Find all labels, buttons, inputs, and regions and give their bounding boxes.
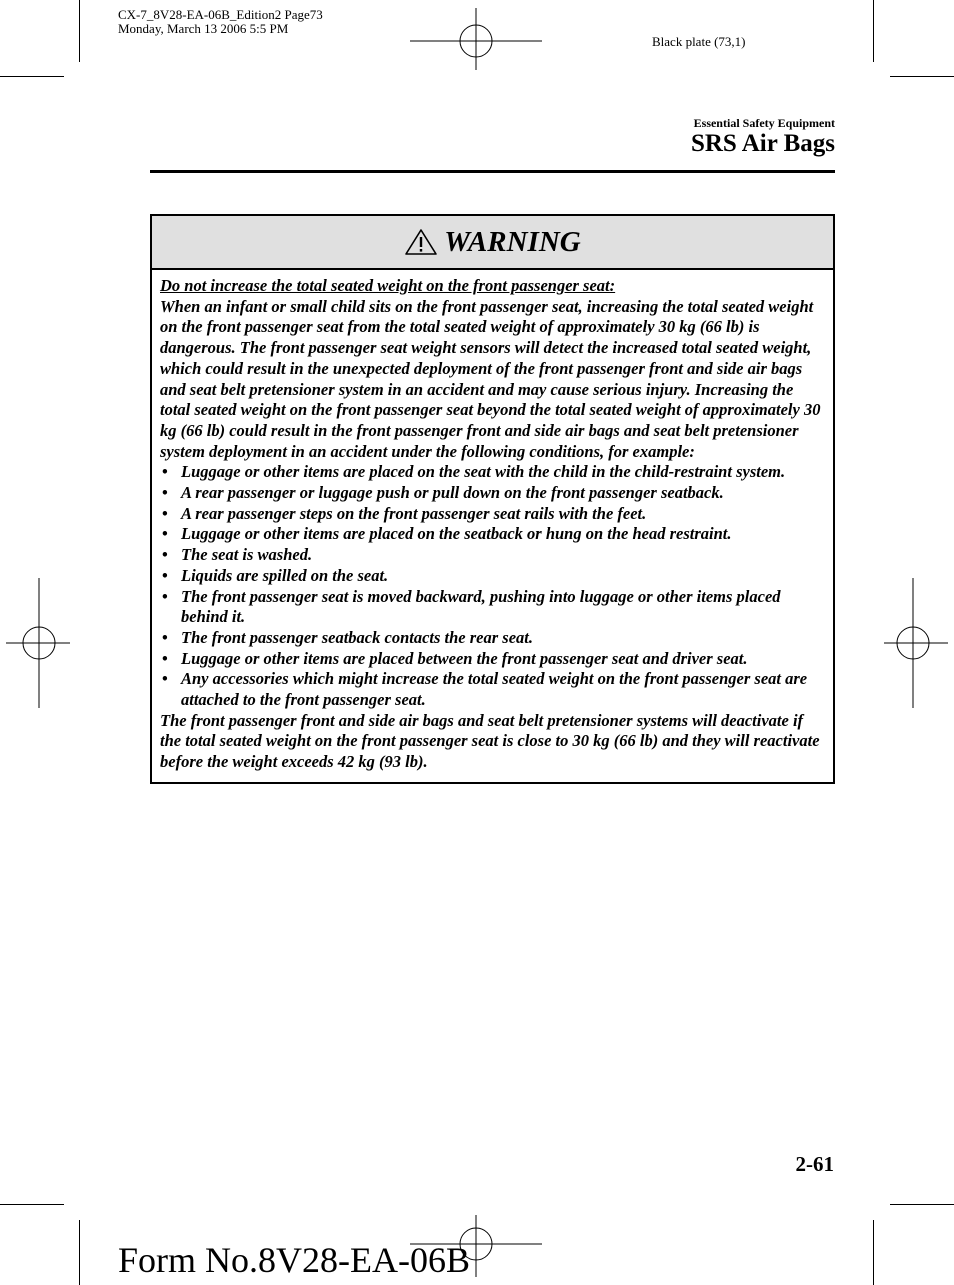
crop-mark xyxy=(0,1204,64,1205)
bullet-icon: • xyxy=(162,669,168,689)
bullet-icon: • xyxy=(162,462,168,482)
bullet-icon: • xyxy=(162,503,168,523)
list-item-text: The seat is washed. xyxy=(181,545,313,565)
list-item xyxy=(160,545,825,566)
bullet-icon: • xyxy=(162,524,168,544)
list-item-text: The front passenger seatback contacts the rear seat. xyxy=(181,627,533,647)
plate-label: Black plate (73,1) xyxy=(652,34,746,49)
bullet-icon: • xyxy=(162,627,168,647)
bullet-icon: • xyxy=(162,545,168,565)
warning-title: WARNING xyxy=(444,225,581,258)
print-info xyxy=(118,8,323,36)
bullet-icon: • xyxy=(162,648,168,668)
list-item xyxy=(160,504,825,525)
bullet-icon: • xyxy=(162,565,168,585)
list-item xyxy=(160,462,825,483)
crop-mark xyxy=(873,1220,874,1285)
warning-lead: Do not increase the total seated weight on the front passenger seat: xyxy=(160,276,616,295)
page-title: SRS Air Bags xyxy=(690,130,835,157)
title-rule xyxy=(150,170,835,173)
registration-mark-icon xyxy=(410,8,542,70)
list-item-text: A rear passenger or luggage push or pull down on the front passenger seatback. xyxy=(181,483,724,503)
page-number: 2-61 xyxy=(795,1152,834,1176)
list-item-text: Luggage or other items are placed between the front passenger seat and driver seat. xyxy=(181,648,748,668)
list-item xyxy=(160,628,825,649)
warning-triangle-icon xyxy=(404,228,438,256)
warning-intro: When an infant or small child sits on the front passenger seat, increasing the total seated weight on the front passenger seat from the total seated weight of approximately 30 kg (66 lb) is dangerous. The front passenger seat weight sensors will detect the increased total seated weight, which could result in the unexpected deployment of the front passenger front and side air bags and seat belt pretensioner system in an accident and may cause serious injury. Increasing the total seated weight on the front passenger seat beyond the total seated weight of approximately 30 kg (66 lb) could result in the front passenger front and side air bags and seat belt pretensioner system deployment in an accident under the following conditions, for example: xyxy=(160,296,821,461)
list-item-text: Luggage or other items are placed on the seatback or hung on the head restraint. xyxy=(181,524,732,544)
list-item xyxy=(160,524,825,545)
crop-mark xyxy=(890,1204,954,1205)
list-item-text: A rear passenger steps on the front passenger seat rails with the feet. xyxy=(181,503,647,523)
form-number: Form No.8V28-EA-06B xyxy=(118,1240,470,1280)
crop-mark xyxy=(890,76,954,77)
warning-closing: The front passenger front and side air bags and seat belt pretensioner systems will deactivate if the total seated weight on the front passenger seat is close to 30 kg (66 lb) and they will reactivate before the weight exceeds 42 kg (93 lb). xyxy=(160,710,820,772)
print-info-date: Monday, March 13 2006 5:5 PM xyxy=(118,21,289,36)
crop-mark xyxy=(873,0,874,62)
bullet-icon: • xyxy=(162,483,168,503)
bullet-icon: • xyxy=(162,586,168,606)
list-item xyxy=(160,566,825,587)
warning-conditions-list xyxy=(160,462,825,710)
crop-mark xyxy=(79,0,80,62)
warning-box xyxy=(150,214,835,784)
list-item-text: Luggage or other items are placed on the seat with the child in the child-restraint system. xyxy=(181,462,786,482)
list-item xyxy=(160,669,825,710)
section-label: Essential Safety Equipment xyxy=(693,116,835,130)
list-item-text: The front passenger seat is moved backward, pushing into luggage or other items placed behind it. xyxy=(181,586,781,627)
list-item-text: Any accessories which might increase the total seated weight on the front passenger seat are attached to the front passenger seat. xyxy=(181,669,808,710)
list-item xyxy=(160,483,825,504)
registration-mark-icon xyxy=(884,578,948,708)
warning-header xyxy=(152,216,833,270)
list-item xyxy=(160,649,825,670)
list-item-text: Liquids are spilled on the seat. xyxy=(181,565,389,585)
crop-mark xyxy=(0,76,64,77)
print-info-file: CX-7_8V28-EA-06B_Edition2 Page73 xyxy=(118,7,323,22)
crop-mark xyxy=(79,1220,80,1285)
warning-body xyxy=(152,270,833,782)
registration-mark-icon xyxy=(6,578,70,708)
list-item xyxy=(160,587,825,628)
